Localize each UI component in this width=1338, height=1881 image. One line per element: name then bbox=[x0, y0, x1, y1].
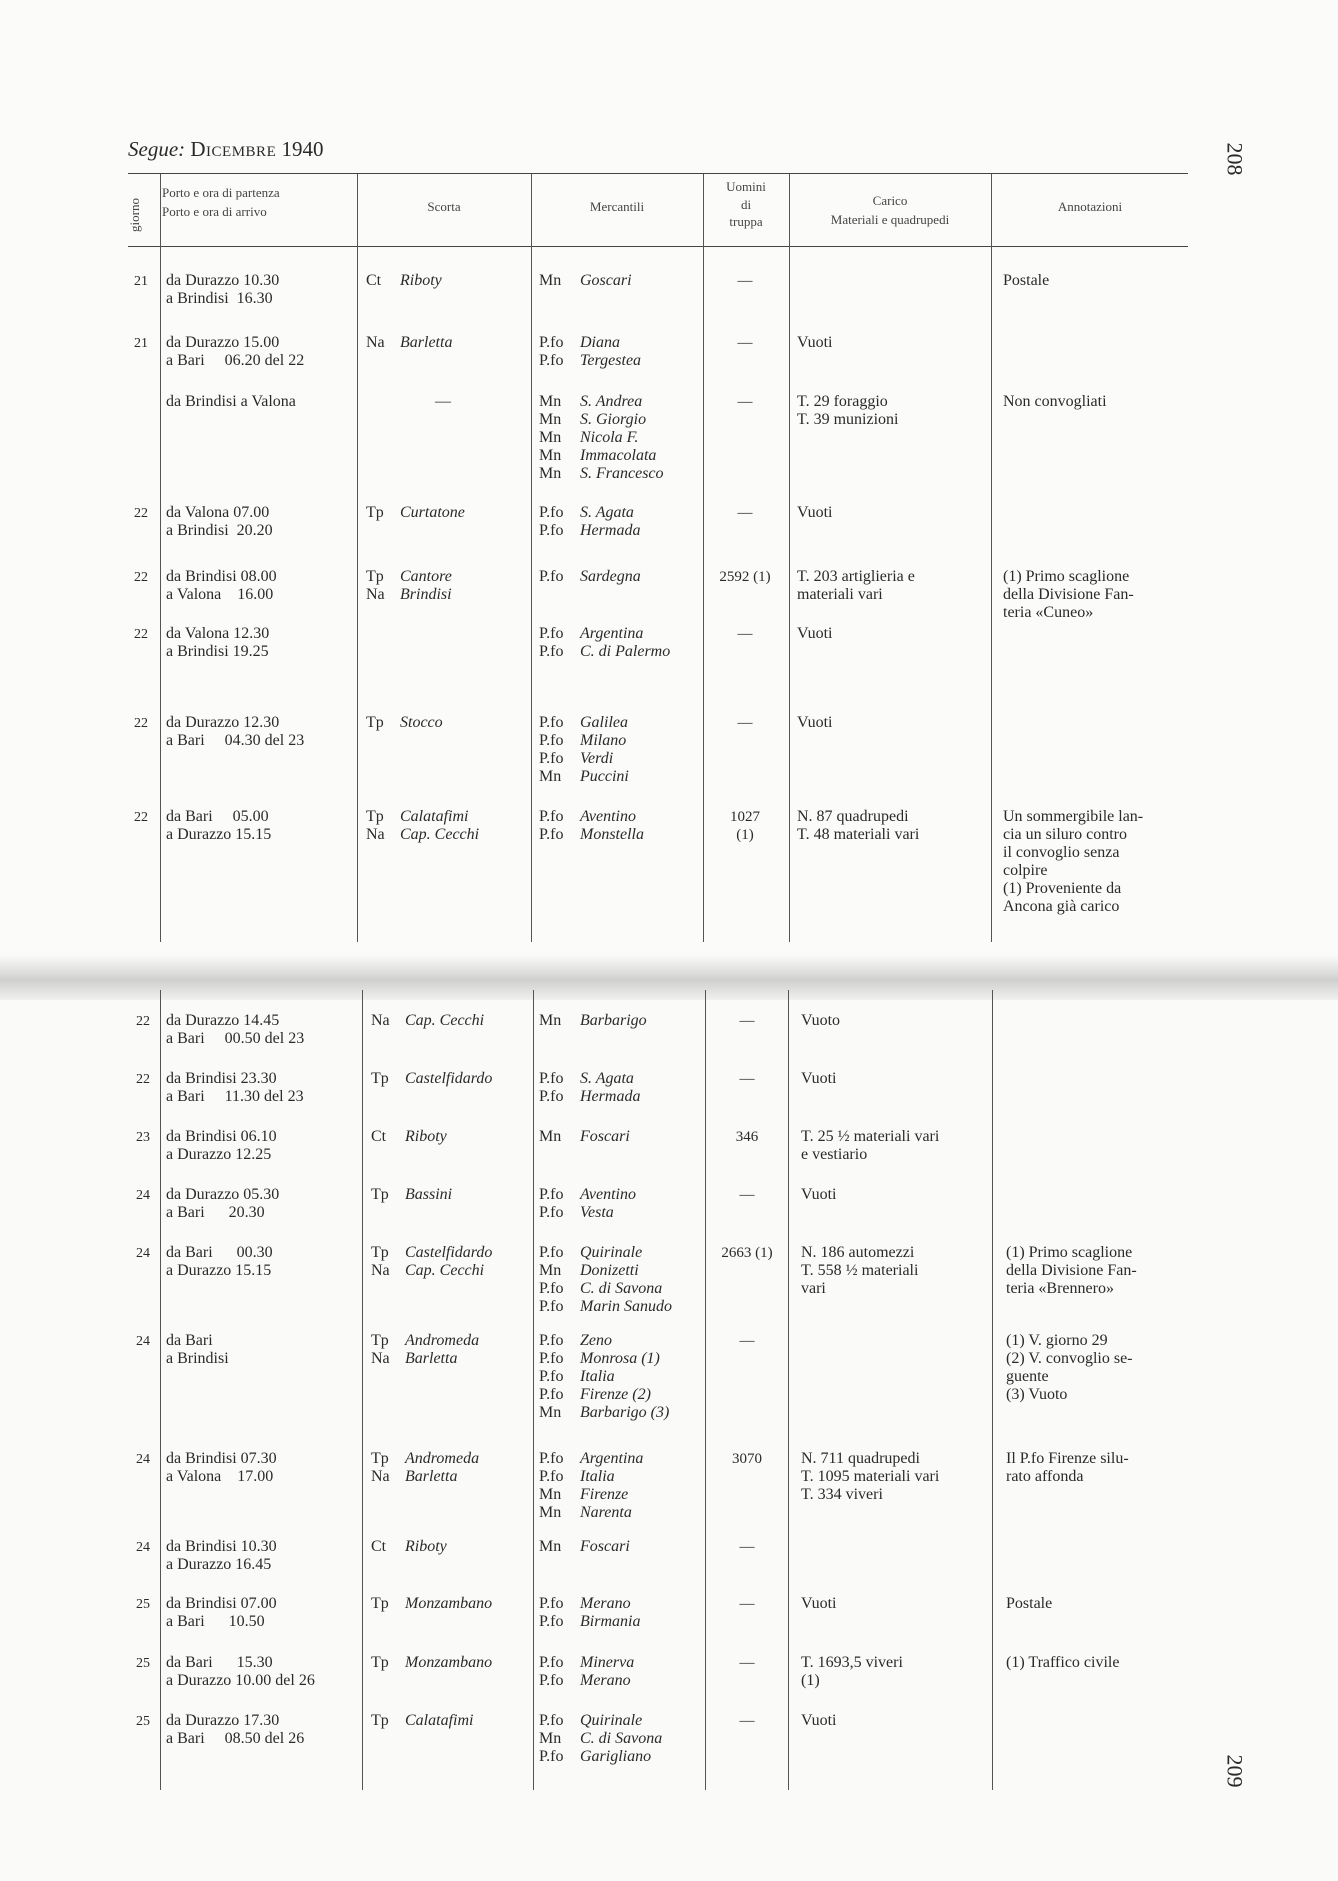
col-header-annotazioni: Annotazioni bbox=[1057, 199, 1123, 214]
row-carico: Vuoti bbox=[801, 1070, 837, 1087]
row-carico: Vuoti bbox=[801, 1595, 837, 1612]
row-mercantili-type: P.fo P.fo bbox=[539, 1070, 564, 1105]
row-annotazioni: (1) Traffico civile bbox=[1006, 1654, 1120, 1671]
row-scorta-name: Riboty bbox=[405, 1538, 447, 1555]
row-carico: Vuoti bbox=[797, 714, 833, 731]
col-header-uomini bbox=[704, 178, 788, 231]
row-scorta-name: Andromeda Barletta bbox=[405, 1332, 480, 1367]
row-mercantili-type: P.fo P.fo bbox=[539, 504, 564, 539]
row-day: 25 bbox=[136, 1714, 150, 1729]
row-carico: T. 1693,5 viveri (1) bbox=[801, 1654, 903, 1689]
row-carico: Vuoti bbox=[797, 334, 833, 351]
row-mercantili-type: Mn bbox=[539, 1128, 562, 1145]
row-day: 22 bbox=[134, 627, 148, 642]
row-carico: Vuoti bbox=[801, 1186, 837, 1203]
row-uomini: — bbox=[739, 1596, 755, 1612]
page-header bbox=[128, 137, 323, 162]
row-carico: N. 711 quadrupedi T. 1095 materiali vari T. 334 viveri bbox=[801, 1450, 940, 1503]
row-mercantili-type: Mn bbox=[539, 272, 562, 289]
row-porto: da Durazzo 15.00 a Bari 06.20 del 22 bbox=[166, 334, 305, 369]
row-mercantili-type: P.fo P.fo Mn Mn bbox=[539, 1450, 564, 1521]
row-scorta-name: Cantore Brindisi bbox=[400, 568, 452, 603]
row-scorta-name: Castelfidardo Cap. Cecchi bbox=[405, 1244, 493, 1279]
row-porto: da Brindisi 10.30 a Durazzo 16.45 bbox=[166, 1538, 277, 1573]
col-header-giorno: giorno bbox=[127, 198, 142, 232]
row-day: 21 bbox=[134, 336, 148, 351]
row-mercantili-type: P.fo P.fo P.fo Mn bbox=[539, 714, 564, 785]
row-carico: Vuoto bbox=[801, 1012, 841, 1029]
row-carico: Vuoti bbox=[797, 625, 833, 642]
row-uomini: 346 bbox=[735, 1129, 759, 1145]
page-fold bbox=[0, 955, 1338, 1000]
col-rule bbox=[531, 174, 532, 942]
row-uomini: — bbox=[739, 1539, 755, 1555]
row-mercantili-type: Mn Mn Mn Mn Mn bbox=[539, 393, 562, 482]
row-scorta-name: Calatafimi bbox=[405, 1712, 474, 1729]
row-day: 24 bbox=[136, 1188, 150, 1203]
row-porto: da Bari 15.30 a Durazzo 10.00 del 26 bbox=[166, 1654, 315, 1689]
row-porto: da Brindisi 07.00 a Bari 10.50 bbox=[166, 1595, 277, 1630]
col-rule bbox=[789, 174, 790, 942]
row-carico: T. 29 foraggio T. 39 munizioni bbox=[797, 393, 899, 428]
header-rule-top bbox=[128, 173, 1188, 174]
col-rule bbox=[533, 990, 534, 1790]
row-carico: Vuoti bbox=[801, 1712, 837, 1729]
row-scorta-type: Tp bbox=[371, 1712, 389, 1729]
col-header-uomini-3: truppa bbox=[729, 214, 763, 230]
row-mercantili-name: Argentina C. di Palermo bbox=[580, 625, 671, 660]
row-uomini: — bbox=[739, 1655, 755, 1671]
row-mercantili-name: S. Agata Hermada bbox=[580, 1070, 641, 1105]
col-header-porto bbox=[162, 184, 357, 222]
row-mercantili-name: Quirinale C. di Savona Garigliano bbox=[580, 1712, 663, 1765]
col-header-mercantili: Mercantili bbox=[589, 199, 645, 214]
row-uomini: — bbox=[737, 626, 753, 642]
row-scorta-type: Tp Na bbox=[366, 568, 385, 603]
row-mercantili-name: Barbarigo bbox=[580, 1012, 647, 1029]
header-prefix: Segue: bbox=[128, 137, 186, 161]
row-uomini: 1027 (1) bbox=[730, 809, 760, 843]
row-annotazioni: Non convogliati bbox=[1003, 393, 1107, 410]
row-day: 24 bbox=[136, 1540, 150, 1555]
row-mercantili-name: Aventino Vesta bbox=[580, 1186, 636, 1221]
row-day: 24 bbox=[136, 1246, 150, 1261]
row-mercantili-name: Foscari bbox=[580, 1128, 630, 1145]
row-carico: N. 186 automezzi T. 558 ½ materiali vari bbox=[801, 1244, 919, 1297]
row-mercantili-name: Foscari bbox=[580, 1538, 630, 1555]
row-porto: da Brindisi 08.00 a Valona 16.00 bbox=[166, 568, 277, 603]
row-mercantili-name: Quirinale Donizetti C. di Savona Marin Sanudo bbox=[580, 1244, 672, 1315]
row-porto: da Valona 12.30 a Brindisi 19.25 bbox=[166, 625, 270, 660]
row-mercantili-type: P.fo Mn P.fo bbox=[539, 1712, 564, 1765]
row-uomini: — bbox=[739, 1187, 755, 1203]
row-scorta-name: Barletta bbox=[400, 334, 453, 351]
col-header-carico bbox=[790, 192, 990, 230]
row-mercantili-type: Mn bbox=[539, 1012, 562, 1029]
col-header-carico-1: Carico bbox=[872, 193, 908, 208]
row-scorta-type: Tp bbox=[371, 1654, 389, 1671]
row-scorta-name: Monzambano bbox=[405, 1595, 493, 1612]
row-mercantili-name: Aventino Monstella bbox=[580, 808, 644, 843]
row-porto: da Bari a Brindisi bbox=[166, 1332, 229, 1367]
row-scorta-type: Tp bbox=[366, 504, 384, 521]
col-rule bbox=[362, 990, 363, 1790]
row-mercantili-type: P.fo P.fo bbox=[539, 1186, 564, 1221]
row-mercantili-name: Galilea Milano Verdi Puccini bbox=[580, 714, 629, 785]
row-mercantili-type: P.fo P.fo bbox=[539, 625, 564, 660]
row-uomini: 2592 (1) bbox=[719, 569, 771, 585]
col-header-scorta: Scorta bbox=[427, 199, 461, 214]
row-scorta-type: Tp bbox=[371, 1186, 389, 1203]
row-porto: da Brindisi 23.30 a Bari 11.30 del 23 bbox=[166, 1070, 304, 1105]
row-scorta-type: Tp Na bbox=[371, 1244, 390, 1279]
row-mercantili-name: Diana Tergestea bbox=[580, 334, 642, 369]
header-year: 1940 bbox=[281, 137, 324, 161]
row-scorta-name: Curtatone bbox=[400, 504, 465, 521]
row-porto: da Bari 05.00 a Durazzo 15.15 bbox=[166, 808, 272, 843]
row-carico: Vuoti bbox=[797, 504, 833, 521]
row-scorta-name: Bassini bbox=[405, 1186, 453, 1203]
row-porto: da Durazzo 05.30 a Bari 20.30 bbox=[166, 1186, 280, 1221]
row-porto: da Bari 00.30 a Durazzo 15.15 bbox=[166, 1244, 273, 1279]
col-header-uomini-2: di bbox=[740, 196, 752, 212]
row-scorta-name: Riboty bbox=[405, 1128, 447, 1145]
col-header-porto-partenza: Porto e ora di partenza bbox=[162, 185, 280, 200]
row-scorta-type: Tp bbox=[371, 1595, 389, 1612]
row-porto: da Brindisi 07.30 a Valona 17.00 bbox=[166, 1450, 277, 1485]
row-annotazioni: Postale bbox=[1003, 272, 1050, 289]
row-uomini: — bbox=[739, 1333, 755, 1349]
row-day: 22 bbox=[134, 716, 148, 731]
row-day: 25 bbox=[136, 1597, 150, 1612]
row-mercantili-type: P.fo P.fo P.fo P.fo Mn bbox=[539, 1332, 564, 1421]
row-scorta-type: Tp bbox=[371, 1070, 389, 1087]
page-number-bottom: 209 bbox=[1222, 1754, 1248, 1788]
row-uomini: — bbox=[737, 715, 753, 731]
row-porto: da Durazzo 12.30 a Bari 04.30 del 23 bbox=[166, 714, 305, 749]
row-mercantili-name: Minerva Merano bbox=[580, 1654, 635, 1689]
row-scorta-name: Stocco bbox=[400, 714, 443, 731]
row-scorta-dash: — bbox=[435, 393, 451, 410]
row-porto: da Valona 07.00 a Brindisi 20.20 bbox=[166, 504, 273, 539]
row-carico: N. 87 quadrupedi T. 48 materiali vari bbox=[797, 808, 920, 843]
header-rule-bottom bbox=[128, 246, 1188, 247]
col-rule bbox=[788, 990, 789, 1790]
page-number-top: 208 bbox=[1222, 142, 1248, 176]
col-rule bbox=[992, 990, 993, 1790]
row-mercantili-name: Merano Birmania bbox=[580, 1595, 641, 1630]
row-scorta-type: Ct bbox=[371, 1538, 387, 1555]
col-header-uomini-1: Uomini bbox=[726, 179, 766, 194]
row-day: 25 bbox=[136, 1656, 150, 1671]
col-header-porto-arrivo: Porto e ora di arrivo bbox=[162, 203, 267, 219]
row-day: 22 bbox=[136, 1014, 150, 1029]
row-annotazioni: Un sommergibile lan- cia un siluro contro il convoglio senza colpire (1) Proveniente da Ancona già carico bbox=[1003, 808, 1144, 915]
row-scorta-type: Tp bbox=[366, 714, 384, 731]
row-mercantili-type: P.fo P.fo bbox=[539, 1595, 564, 1630]
row-annotazioni: Il P.fo Firenze silu- rato affonda bbox=[1006, 1450, 1129, 1485]
row-mercantili-type: Mn bbox=[539, 1538, 562, 1555]
row-porto: da Brindisi 06.10 a Durazzo 12.25 bbox=[166, 1128, 277, 1163]
row-day: 22 bbox=[134, 570, 148, 585]
row-scorta-name: Andromeda Barletta bbox=[405, 1450, 480, 1485]
row-scorta-type: Tp Na bbox=[371, 1332, 390, 1367]
row-mercantili-type: P.fo bbox=[539, 568, 564, 585]
col-rule bbox=[703, 174, 704, 942]
row-mercantili-type: P.fo P.fo bbox=[539, 1654, 564, 1689]
row-mercantili-type: P.fo P.fo bbox=[539, 334, 564, 369]
row-day: 24 bbox=[136, 1452, 150, 1467]
row-porto: da Durazzo 17.30 a Bari 08.50 del 26 bbox=[166, 1712, 305, 1747]
row-annotazioni: (1) Primo scaglione della Divisione Fan- teria «Brennero» bbox=[1006, 1244, 1137, 1297]
row-scorta-name: Monzambano bbox=[405, 1654, 493, 1671]
row-scorta-name: Calatafimi Cap. Cecchi bbox=[400, 808, 480, 843]
row-porto: da Durazzo 14.45 a Bari 00.50 del 23 bbox=[166, 1012, 305, 1047]
col-rule bbox=[160, 990, 161, 1790]
row-day: 22 bbox=[136, 1072, 150, 1087]
row-uomini: 2663 (1) bbox=[721, 1245, 773, 1261]
row-uomini: — bbox=[737, 273, 753, 289]
row-uomini: 3070 bbox=[732, 1451, 762, 1467]
row-day: 21 bbox=[134, 274, 148, 289]
row-annotazioni: (1) V. giorno 29 (2) V. convoglio se- guente (3) Vuoto bbox=[1006, 1332, 1133, 1403]
row-day: 24 bbox=[136, 1334, 150, 1349]
row-uomini: — bbox=[737, 505, 753, 521]
header-month: Dicembre bbox=[190, 137, 277, 161]
row-porto: da Brindisi a Valona bbox=[166, 393, 296, 410]
row-carico: T. 25 ½ materiali vari e vestiario bbox=[801, 1128, 940, 1163]
row-scorta-type: Ct bbox=[366, 272, 382, 289]
col-rule bbox=[160, 174, 161, 942]
row-day: 22 bbox=[134, 810, 148, 825]
row-mercantili-name: S. Agata Hermada bbox=[580, 504, 641, 539]
row-annotazioni: Postale bbox=[1006, 1595, 1053, 1612]
row-uomini: — bbox=[739, 1013, 755, 1029]
row-day: 23 bbox=[136, 1130, 150, 1145]
row-scorta-type: Na bbox=[371, 1012, 390, 1029]
row-mercantili-name: Goscari bbox=[580, 272, 632, 289]
row-porto: da Durazzo 10.30 a Brindisi 16.30 bbox=[166, 272, 280, 307]
row-scorta-type: Tp Na bbox=[366, 808, 385, 843]
row-mercantili-name: Sardegna bbox=[580, 568, 641, 585]
row-mercantili-type: P.fo P.fo bbox=[539, 808, 564, 843]
col-rule bbox=[991, 174, 992, 942]
row-mercantili-type: P.fo Mn P.fo P.fo bbox=[539, 1244, 564, 1315]
row-uomini: — bbox=[739, 1713, 755, 1729]
row-uomini: — bbox=[737, 335, 753, 351]
row-mercantili-name: Zeno Monrosa (1) Italia Firenze (2) Barbarigo (3) bbox=[580, 1332, 670, 1421]
col-header-carico-2: Materiali e quadrupedi bbox=[830, 211, 950, 227]
row-scorta-type: Ct bbox=[371, 1128, 387, 1145]
row-carico: T. 203 artiglieria e materiali vari bbox=[797, 568, 915, 603]
row-scorta-type: Tp Na bbox=[371, 1450, 390, 1485]
row-day: 22 bbox=[134, 506, 148, 521]
row-scorta-name: Cap. Cecchi bbox=[405, 1012, 485, 1029]
row-uomini: — bbox=[737, 394, 753, 410]
row-mercantili-name: S. Andrea S. Giorgio Nicola F. Immacolata S. Francesco bbox=[580, 393, 664, 482]
row-scorta-name: Riboty bbox=[400, 272, 442, 289]
row-annotazioni: (1) Primo scaglione della Divisione Fan- teria «Cuneo» bbox=[1003, 568, 1134, 621]
row-mercantili-name: Argentina Italia Firenze Narenta bbox=[580, 1450, 644, 1521]
col-rule bbox=[705, 990, 706, 1790]
row-scorta-type: Na bbox=[366, 334, 385, 351]
row-uomini: — bbox=[739, 1071, 755, 1087]
col-rule bbox=[357, 174, 358, 942]
row-scorta-name: Castelfidardo bbox=[405, 1070, 493, 1087]
